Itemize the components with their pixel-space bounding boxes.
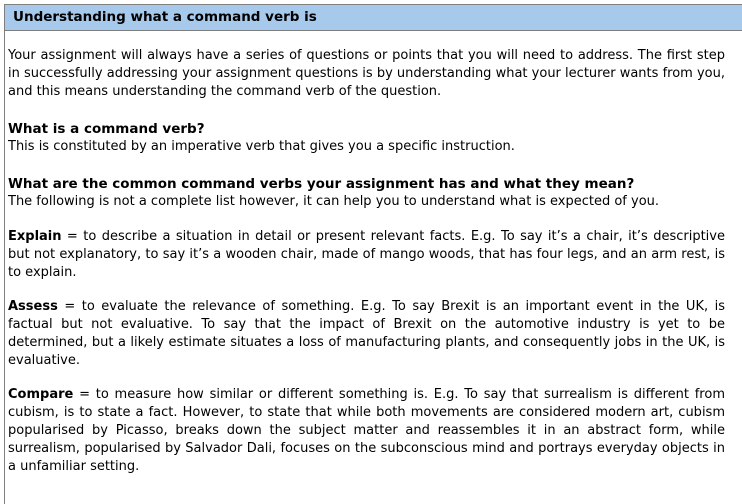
section-text-common-verbs: The following is not a complete list however, it can help you to understand what is expected of you. xyxy=(8,194,660,209)
intro-paragraph: Your assignment will always have a series of questions or points that you will need to address. The first step in successfully addressing your assignment questions is by understanding what your lecturer wants from you, and this means understanding the command verb of the question. xyxy=(8,48,725,99)
verb-term: Compare xyxy=(8,387,74,402)
section-heading-what-is: What is a command verb? xyxy=(8,121,205,137)
verb-term: Assess xyxy=(8,299,58,314)
verb-definition: = to measure how similar or different something is. E.g. To say that surrealism is different from cubism, is to state a fact. However, to state that while both movements are considered modern art, cubism popularised by Picasso, breaks down the subject matter and reassembles it in an abstract form, while surrealism, popularised by Salvador Dali, focuses on the subconscious mind and portrays everyday objects in a unfamiliar setting. xyxy=(8,387,725,474)
verb-entry-assess xyxy=(8,298,725,370)
panel-title: Understanding what a command verb is xyxy=(13,9,317,25)
panel-header xyxy=(5,5,742,31)
verb-entry-compare xyxy=(8,386,725,476)
section-text-what-is: This is constituted by an imperative verb that gives you a specific instruction. xyxy=(8,139,515,154)
section-heading-common-verbs: What are the common command verbs your assignment has and what they mean? xyxy=(8,176,635,192)
article-body xyxy=(8,47,725,476)
verb-definition: = to evaluate the relevance of something. E.g. To say Brexit is an important event in the UK, is factual but not evaluative. To say that the impact of Brexit on the automotive industry is yet to be determined, but a likely estimate situates a loss of manufacturing plants, and consequently jobs in the UK, is evaluative. xyxy=(8,299,725,368)
verb-definition: = to describe a situation in detail or present relevant facts. E.g. To say it’s a chair, it’s descriptive but not explanatory, to say it’s a wooden chair, made of mango woods, that has four legs, and an arm rest, is to explain. xyxy=(8,229,725,280)
verb-entry-explain xyxy=(8,228,725,282)
verb-term: Explain xyxy=(8,229,62,244)
